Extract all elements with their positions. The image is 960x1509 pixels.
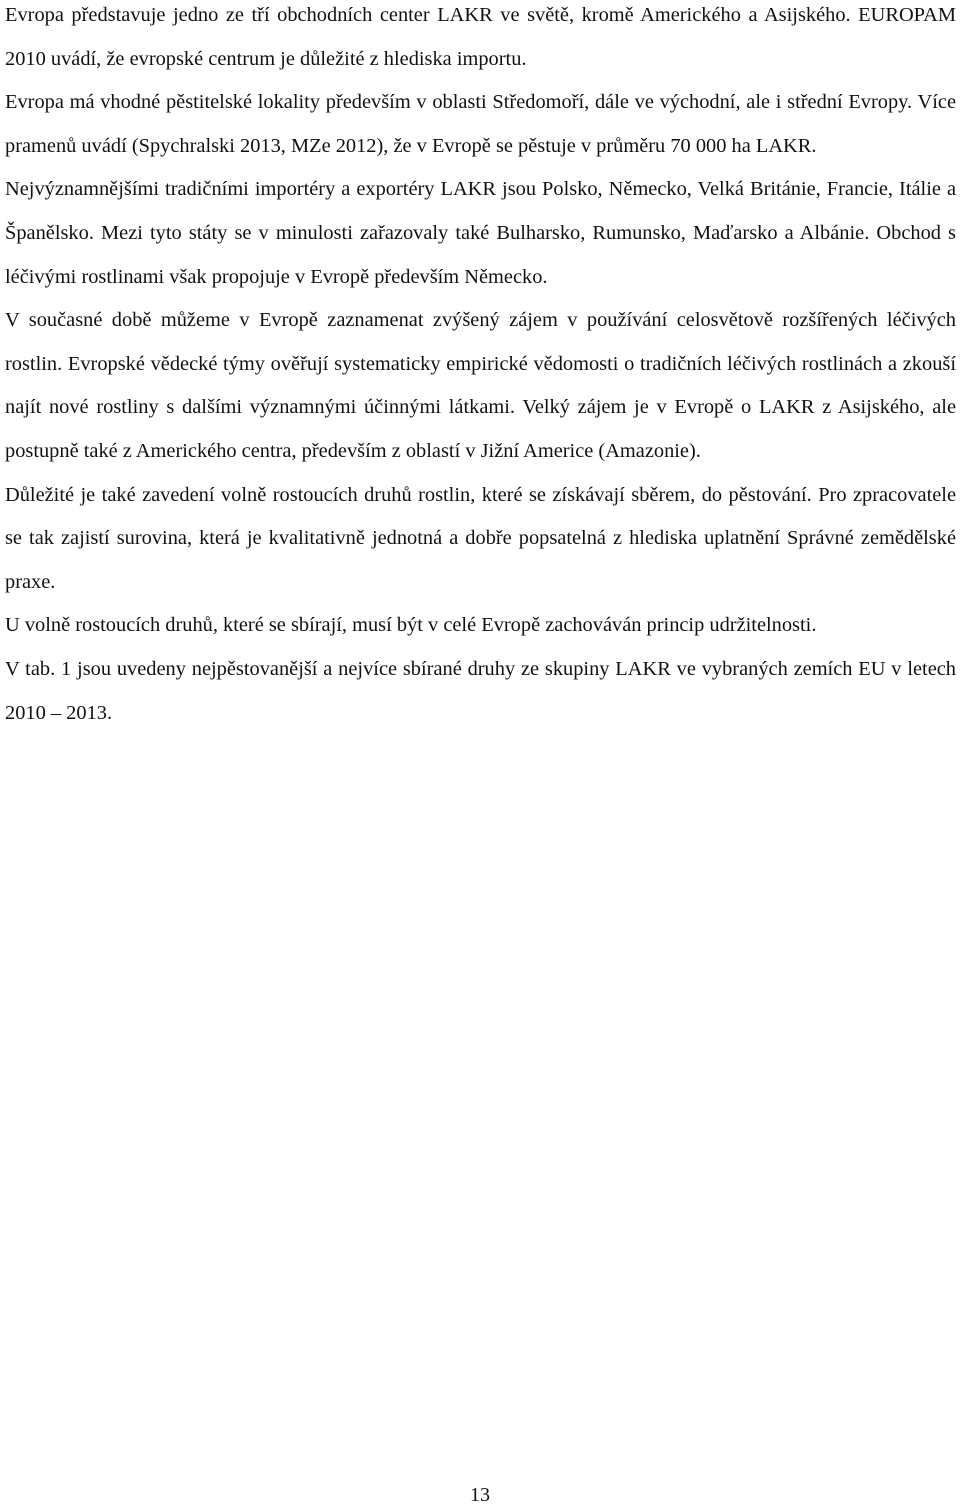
paragraph-cultivation: Důležité je také zavedení volně rostoucích druhů rostlin, které se získávají sběrem, do pěstování. Pro zpracovatele se tak zajistí surovina, která je kvalitativně jednotná a dobře popsatelná z hlediska uplatnění Správné zemědělské praxe. <box>5 483 956 593</box>
paragraph-growing-locations: Evropa má vhodné pěstitelské lokality především v oblasti Středomoří, dále ve východní, ale i střední Evropy. Více pramenů uvádí (Spychralski 2013, MZe 2012), že v Evropě se pěstuje v průměru 70 000 ha LAKR. <box>5 91 956 157</box>
paragraph-sustainability: U volně rostoucích druhů, které se sbírají, musí být v celé Evropě zachováván princip udržitelnosti. <box>5 614 817 637</box>
paragraph-europe-trade-centers: Evropa představuje jedno ze tří obchodních center LAKR ve světě, kromě Amerického a Asijského. EUROPAM 2010 uvádí, že evropské centrum je důležité z hlediska importu. <box>5 4 956 70</box>
paragraph-current-interest: V současné době můžeme v Evropě zaznamenat zvýšený zájem v používání celosvětově rozšířených léčivých rostlin. Evropské vědecké týmy ověřují systematicky empirické vědomosti o tradičních léčivých rostlinách a zkouší najít nové rostliny s dalšími významnými účinnými látkami. Velký zájem je v Evropě o LAKR z Asijského, ale postupně také z Amerického centra, především z oblastí v Jižní Americe (Amazonie). <box>5 309 956 462</box>
paragraph-table-reference: V tab. 1 jsou uvedeny nejpěstovanější a nejvíce sbírané druhy ze skupiny LAKR ve vybraných zemích EU v letech 2010 – 2013. <box>5 657 956 724</box>
document-body <box>5 0 956 735</box>
page-number: 13 <box>470 1484 490 1506</box>
paragraph-importers-exporters: Nejvýznamnějšími tradičními importéry a exportéry LAKR jsou Polsko, Německo, Velká Británie, Francie, Itálie a Španělsko. Mezi tyto státy se v minulosti zařazovaly také Bulharsko, Rumunsko, Maďarsko a Albánie. Obchod s léčivými rostlinami však propojuje v Evropě především Německo. <box>5 178 956 288</box>
